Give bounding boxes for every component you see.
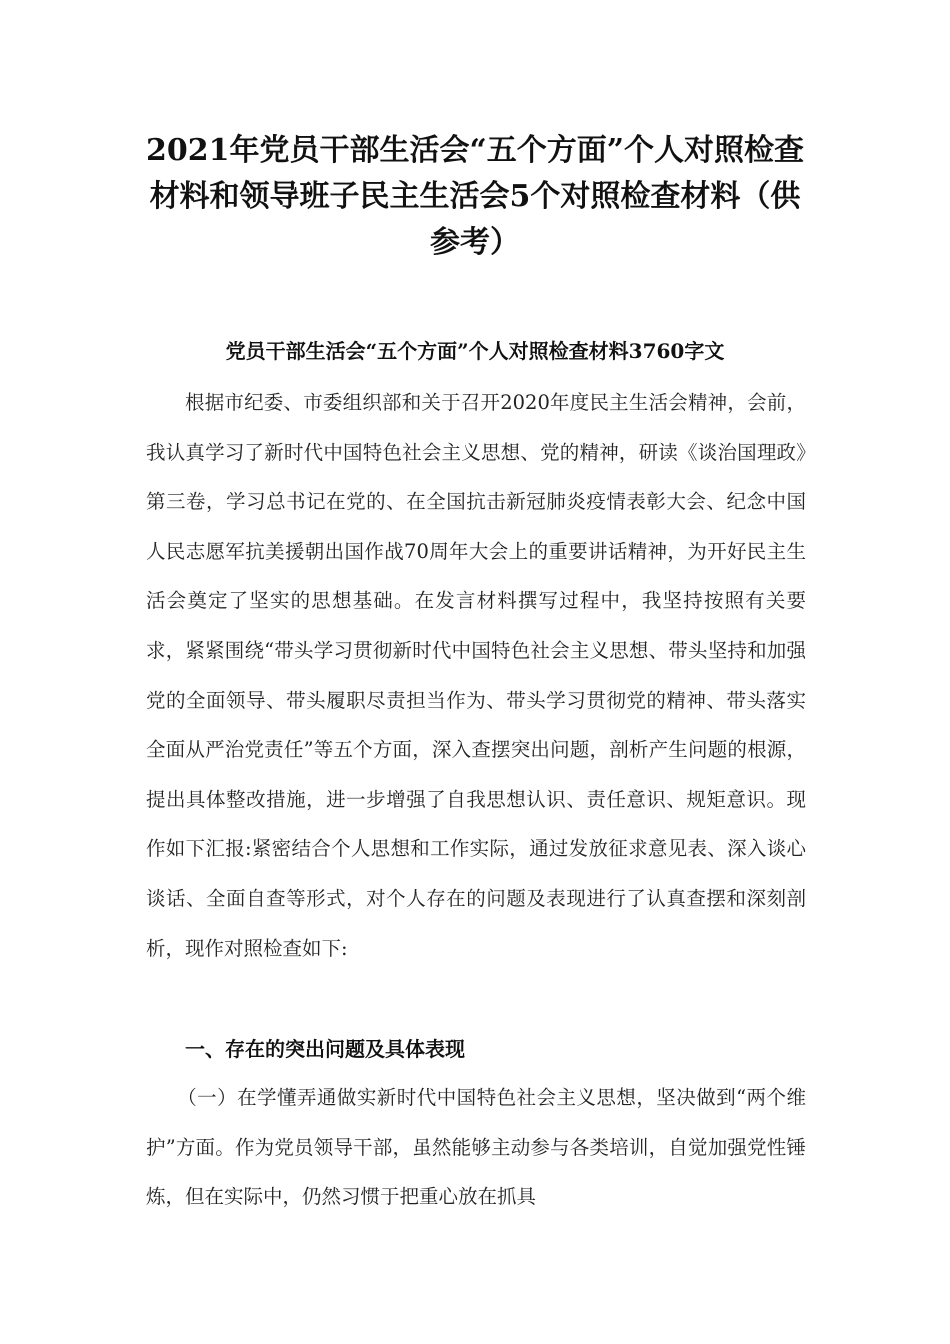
sub-paragraph-1: （一）在学懂弄通做实新时代中国特色社会主义思想，坚决做到“两个维护”方面。作为党员领导干部，虽然能够主动参与各类培训，自觉加强党性锤炼，但在实际中，仍然习惯于把重心放在抓具 — [146, 1086, 806, 1209]
document-title: 2021年党员干部生活会“五个方面”个人对照检查材料和领导班子民主生活会5个对照检查材料（供参考） — [145, 133, 804, 260]
heading-problems: 一、存在的突出问题及具体表现 — [185, 1037, 465, 1061]
section-title: 党员干部生活会“五个方面”个人对照检查材料3760字文 — [225, 339, 725, 363]
intro-paragraph: 根据市纪委、市委组织部和关于召开2020年度民主生活会精神，会前，我认真学习了新时代中国特色社会主义思想、党的精神，研读《谈治国理政》第三卷，学习总书记在党的、在全国抗击新冠肺炎疫情表彰大会、纪念中国人民志愿军抗美援朝出国作战70周年大会上的重要讲话精神，为开好民主生活会奠定了坚实的思想基础。在发言材料撰写过程中，我坚持按照有关要求，紧紧围绕“带头学习贯彻新时代中国特色社会主义思想、带头坚持和加强党的全面领导、带头履职尽责担当作为、带头学习贯彻党的精神、带头落实全面从严治党责任”等五个方面，深入查摆突出问题，剖析产生问题的根源，提出具体整改措施，进一步增强了自我思想认识、责任意识、规矩意识。现作如下汇报:紧密结合个人思想和工作实际，通过发放征求意见表、深入谈心谈话、全面自查等形式，对个人存在的问题及表现进行了认真查摆和深刻剖析，现作对照检查如下: — [146, 391, 806, 960]
